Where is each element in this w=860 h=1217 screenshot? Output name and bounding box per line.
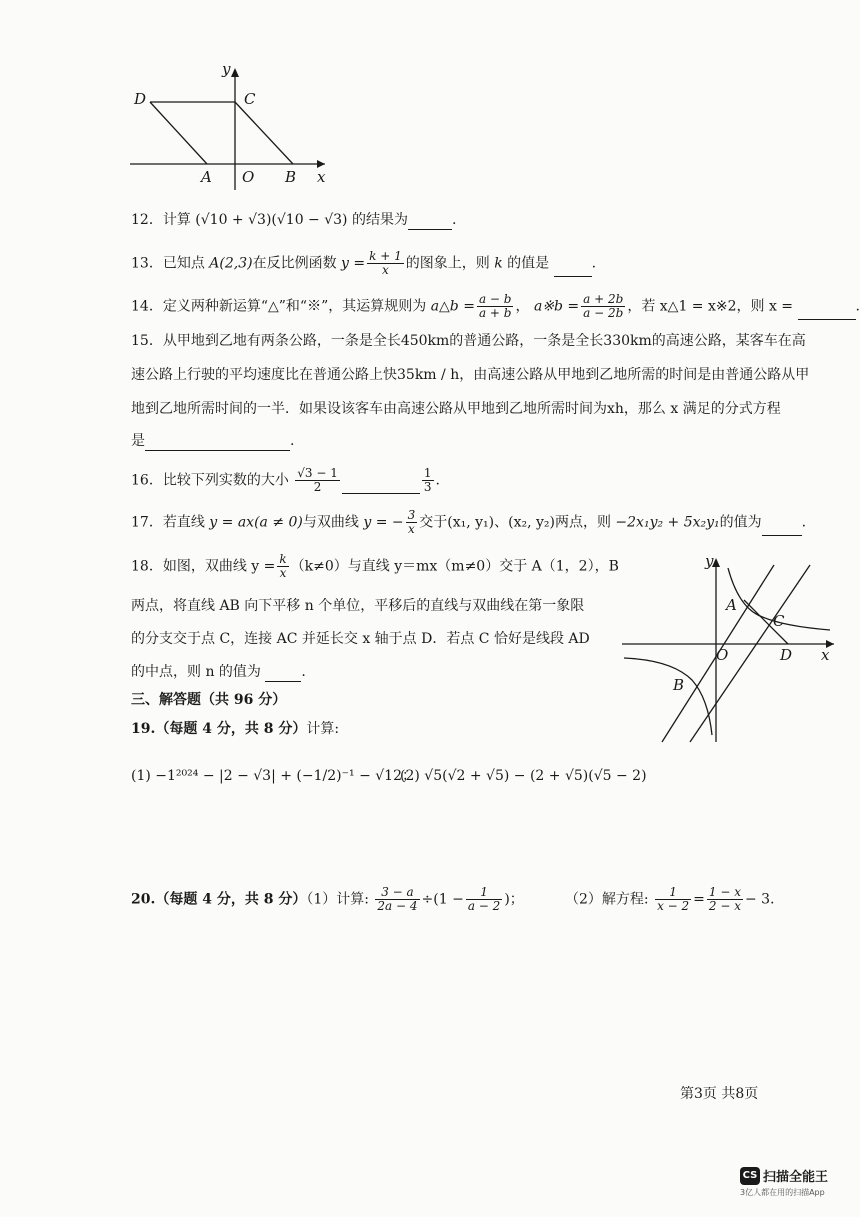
q18-frac-num: k bbox=[279, 552, 287, 566]
q14-op2-fraction bbox=[581, 293, 625, 320]
q20-p1-prefix: （1）计算: bbox=[306, 891, 369, 908]
q17-mid-2: 交于(x₁, y₁)、(x₂, y₂)两点，则 bbox=[419, 514, 611, 531]
hyperbola-line-figure bbox=[620, 550, 840, 745]
q17-number: 17． bbox=[131, 514, 163, 531]
q20-p2-a-num: 1 bbox=[655, 886, 691, 900]
q14-op1-num: a − b bbox=[478, 292, 512, 306]
section-3-title: 三、解答题（共 96 分） bbox=[131, 692, 287, 708]
q16-b-den: 3 bbox=[423, 480, 432, 494]
q12-suffix: 的结果为 bbox=[351, 212, 408, 228]
q18-line-1-a: 18．如图，双曲线 y = bbox=[131, 558, 276, 575]
q20-p2-fraction-a bbox=[655, 886, 691, 913]
question-16 bbox=[131, 467, 440, 494]
q15-answer-blank[interactable] bbox=[145, 436, 290, 451]
q13-frac-num: k + 1 bbox=[369, 249, 402, 263]
q13-fraction bbox=[367, 250, 404, 277]
q17-suffix: 的值为 bbox=[719, 514, 762, 531]
q13-var: k bbox=[494, 255, 503, 272]
q14-op2-den: a − 2b bbox=[583, 306, 624, 320]
question-20-part-2 bbox=[565, 886, 784, 913]
question-15-line-2: 速公路上行驶的平均速度比在普通公路上快35km / h，由高速公路从甲地到乙地所需的时间是由普通公路从甲 bbox=[131, 367, 810, 383]
q20-p1-a-num: 3 − a bbox=[375, 886, 419, 900]
q18-line-1-b: （k≠0）与直线 y＝mx（m≠0）交于 A（1，2），B bbox=[290, 558, 619, 575]
question-14 bbox=[131, 293, 860, 320]
q17-mid: 与双曲线 bbox=[302, 514, 359, 531]
q18-answer-blank[interactable] bbox=[265, 667, 301, 682]
q20-p2-b-den: 2 − x bbox=[708, 899, 741, 913]
q19-head-tail: 计算: bbox=[306, 721, 340, 737]
scanner-watermark bbox=[740, 1165, 828, 1198]
q15-prefix: 是 bbox=[131, 433, 145, 449]
q17-answer-blank[interactable] bbox=[762, 521, 802, 536]
q14-end: . bbox=[855, 298, 860, 315]
q16-number: 16． bbox=[131, 472, 163, 489]
q12-prefix: 计算 bbox=[162, 212, 191, 228]
q14-prefix: 定义两种新运算“△”和“※”，其运算规则为 bbox=[162, 298, 427, 315]
q14-sep: ， bbox=[515, 298, 530, 315]
q20-p2-prefix: （2）解方程: bbox=[565, 891, 649, 908]
q16-end: . bbox=[435, 472, 440, 489]
q14-op1: a△b = bbox=[430, 298, 475, 315]
q17-prefix: 若直线 bbox=[162, 514, 205, 531]
fig-top-label-c: C bbox=[244, 90, 256, 108]
scanner-logo-badge: CS bbox=[740, 1167, 760, 1185]
question-18-line-1 bbox=[131, 553, 619, 580]
q18-end: . bbox=[301, 664, 306, 680]
q14-op1-den: a + b bbox=[478, 306, 512, 320]
q16-fraction-a bbox=[295, 467, 340, 494]
q17-line-eq: y = ax(a ≠ 0) bbox=[209, 514, 303, 531]
q14-op2: a※b = bbox=[533, 298, 580, 315]
q20-p2-post: − 3． bbox=[745, 891, 785, 908]
q13-point: A(2,3) bbox=[209, 255, 253, 272]
fig-top-label-b: B bbox=[285, 168, 297, 186]
q13-frac-den: x bbox=[382, 263, 389, 277]
q16-answer-blank[interactable] bbox=[342, 479, 420, 494]
question-20 bbox=[131, 886, 524, 913]
q13-answer-blank[interactable] bbox=[554, 262, 592, 277]
q16-b-num: 1 bbox=[423, 466, 432, 480]
question-15-line-4 bbox=[131, 431, 294, 451]
fig18-label-d: D bbox=[780, 646, 793, 664]
question-15-line-3: 地到乙地所需时间的一半．如果设该客车由高速公路从甲地到乙地所需时间为xh，那么 x 满足的分式方程 bbox=[131, 401, 781, 417]
q14-answer-blank[interactable] bbox=[798, 305, 856, 320]
q20-p1-b-pre: (1 − bbox=[433, 891, 464, 908]
fig-top-label-o: O bbox=[242, 168, 255, 186]
fig-top-label-y: y bbox=[222, 60, 231, 78]
scanner-logo-sub: 3亿人都在用的扫描App bbox=[740, 1188, 825, 1197]
q17-frac-den: x bbox=[408, 522, 415, 536]
question-19-header bbox=[131, 719, 339, 739]
q16-prefix: 比较下列实数的大小 bbox=[162, 472, 289, 489]
fig-top-label-d: D bbox=[134, 90, 147, 108]
q14-op1-fraction bbox=[477, 293, 514, 320]
fig18-label-c: C bbox=[773, 612, 785, 630]
q13-mid: 在反比例函数 bbox=[252, 255, 337, 272]
question-12 bbox=[131, 210, 456, 230]
q17-fraction bbox=[406, 509, 418, 536]
q16-a-num: √3 − 1 bbox=[297, 466, 338, 480]
q17-end: . bbox=[801, 514, 807, 531]
question-13 bbox=[131, 250, 596, 277]
q14-op2-num: a + 2b bbox=[583, 292, 624, 306]
q13-suffix: 的图象上，则 bbox=[405, 255, 490, 272]
q20-p2-a-den: x − 2 bbox=[657, 899, 690, 913]
q12-end: . bbox=[451, 212, 457, 228]
page-footer: 第3页 共8页 bbox=[680, 1086, 759, 1102]
q12-number: 12． bbox=[131, 212, 163, 228]
q19-part-2: (2) √5(√2 + √5) − (2 + √5)(√5 − 2) bbox=[400, 768, 647, 784]
q20-p1-b-num: 1 bbox=[466, 886, 502, 900]
q20-p1-fraction-a bbox=[375, 886, 419, 913]
q13-number: 13． bbox=[131, 255, 163, 272]
fig18-label-o: O bbox=[716, 646, 729, 664]
q13-func: y = bbox=[341, 255, 366, 272]
q13-end: . bbox=[591, 255, 597, 272]
q18-fraction bbox=[277, 553, 288, 580]
q20-p2-fraction-b bbox=[707, 886, 743, 913]
question-18-line-3: 的分支交于点 C，连接 AC 并延长交 x 轴于点 D．若点 C 恰好是线段 AD bbox=[131, 631, 590, 647]
question-18-line-4 bbox=[131, 662, 306, 682]
q13-prefix: 已知点 bbox=[162, 255, 205, 272]
q12-answer-blank[interactable] bbox=[408, 215, 452, 230]
fig18-label-a: A bbox=[726, 596, 737, 614]
fig-top-label-a: A bbox=[201, 168, 212, 186]
question-18-line-2: 两点，将直线 AB 向下平移 n 个单位，平移后的直线与双曲线在第一象限 bbox=[131, 598, 585, 614]
q20-p2-b-num: 1 − x bbox=[708, 885, 741, 899]
q20-head: 20.（每题 4 分，共 8 分） bbox=[131, 891, 307, 908]
q16-fraction-b bbox=[422, 467, 434, 494]
q16-a-den: 2 bbox=[313, 480, 322, 494]
q20-p2-eq: = bbox=[693, 891, 705, 908]
q14-number: 14． bbox=[131, 298, 163, 315]
q20-p1-b-post: )； bbox=[504, 891, 524, 908]
q19-part-1: (1) −1²⁰²⁴ − |2 − √3| + (−1/2)⁻¹ − √12； bbox=[131, 768, 416, 784]
q14-suffix: ，若 x△1 = x※2，则 x = bbox=[627, 298, 794, 315]
q20-p1-a-den: 2a − 4 bbox=[377, 899, 418, 913]
scanner-logo-name: 扫描全能王 bbox=[763, 1170, 829, 1185]
q17-expression: −2x₁y₂ + 5x₂y₁ bbox=[615, 514, 720, 531]
question-15-line-1: 15．从甲地到乙地有两条公路，一条是全长450km的普通公路，一条是全长330km的高速公路，某客车在高 bbox=[131, 333, 806, 349]
q18-frac-den: x bbox=[279, 566, 287, 580]
q18-prefix: 的中点，则 n 的值为 bbox=[131, 664, 261, 680]
q17-frac-num: 3 bbox=[407, 508, 416, 522]
q17-hyp: y = − bbox=[363, 514, 404, 531]
q20-p1-op: ÷ bbox=[421, 891, 434, 908]
fig18-label-b: B bbox=[673, 676, 685, 694]
parallelogram-figure bbox=[125, 60, 340, 195]
q12-expression: (√10 + √3)(√10 − √3) bbox=[195, 212, 348, 228]
fig18-label-x: x bbox=[821, 646, 830, 664]
q19-head: 19.（每题 4 分，共 8 分） bbox=[131, 721, 307, 737]
question-17 bbox=[131, 509, 806, 536]
q15-end: . bbox=[290, 433, 295, 449]
q13-suffix-2: 的值是 bbox=[507, 255, 550, 272]
q20-p1-fraction-b bbox=[466, 886, 502, 913]
fig-top-label-x: x bbox=[317, 168, 326, 186]
fig18-label-y: y bbox=[705, 552, 714, 570]
q20-p1-b-den: a − 2 bbox=[467, 899, 501, 913]
